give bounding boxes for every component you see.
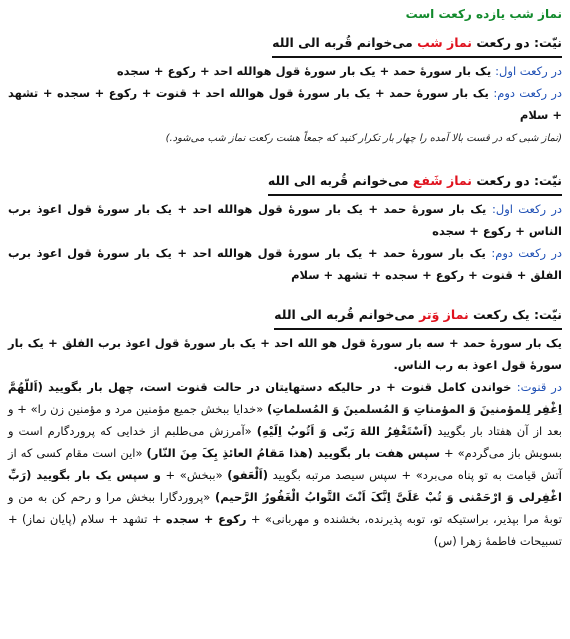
qunut-arabic: (اَسْتَغْفِرُ اللهَ رَبّی وَ اَتُوبُ اِلَیْهِ)	[256, 424, 433, 438]
rakat-label: در رکعت اول:	[491, 202, 562, 216]
qunut-label: در قنوت:	[516, 380, 562, 394]
rakat-text: یک بار سورهٔ حمد + یک بار سورهٔ قول هوالله احد + یک بار سورهٔ قول اعوذ برب الفلق + قنوت + رکوع + سجده + تشهد + سلام	[8, 246, 562, 282]
rakat-text: یک بار سورهٔ حمد + یک بار سورهٔ قول هوالله احد + قنوت + رکوع + سجده + تشهد + سلام	[8, 86, 562, 122]
rakat-label: در رکعت دوم:	[491, 246, 562, 260]
spacer	[8, 148, 562, 170]
qunut-text: «خدایا ببخش جمیع مؤمنین مرد و مؤمنین زن را» + و بعد از آن هفتاد بار بگویید	[8, 402, 562, 438]
rakat-label: در رکعت اول:	[495, 64, 562, 78]
rakat-row	[8, 60, 562, 82]
qunut-text: «آمرزش می‌طلبم از خدایی که پروردگارم است و بسویش باز می‌گردم» +	[8, 424, 562, 460]
niyyat-prefix: نیّت: یک رکعت	[468, 307, 562, 322]
qunut-bold: سپس هفت بار بگویید	[317, 446, 441, 460]
section-note: (نماز شبی که در قست بالا آمده را چهار بار تکرار کنید که جمعاً هشت رکعت نماز شب می‌شود.)	[165, 133, 562, 144]
niyyat-highlight: نماز شَفع	[412, 173, 472, 188]
vatr-intro: یک بار سورهٔ حمد + سه بار سورهٔ قول هو الله احد + یک بار سورهٔ قول اعوذ برب الفلق + یک بار سورهٔ قول اعوذ به رب الناس.	[8, 336, 562, 372]
rakat-row	[8, 242, 562, 286]
niyyat-suffix: می‌خوانم قُربه الی الله	[267, 173, 413, 188]
qunut-text: «پروردگارا ببخش مرا و رحم کن به من و توبهٔ مرا بپذیر، براستیکه تو، توبه پذیرنده، بخشنده و مهربانی» +	[8, 490, 562, 526]
qunut-text: «ببخش» +	[160, 468, 228, 482]
niyyat-heading	[272, 32, 562, 58]
qunut-bold: رکوع + سجده	[165, 512, 247, 526]
qunut-text: خواندن کامل قنوت + در حالیکه دستهایتان در حالت قنوت است، چهل بار بگویید	[42, 380, 517, 394]
qunut-text: + تشهد + سلام (پایان نماز) + تسبیحات فاطمهٔ زهرا (س)	[8, 512, 562, 548]
qunut-arabic: (اَلْعَفو)	[227, 468, 268, 482]
niyyat-suffix: می‌خوانم قُربه الی الله	[272, 35, 418, 50]
rakat-row	[8, 82, 562, 126]
qunut-arabic: (اَللّهُمَّ اِغْفِر لِلمؤمنينَ وَ المؤمناتِ وَ المُسلمينَ وَ المُسلماتِ)	[8, 380, 562, 416]
rakat-label: در رکعت دوم:	[493, 86, 562, 100]
spacer	[8, 286, 562, 304]
section-namaz-vatr	[8, 304, 562, 552]
niyyat-prefix: نیّت: دو رکعت	[471, 35, 562, 50]
niyyat-heading	[274, 304, 562, 330]
section-namaz-shab	[8, 32, 562, 148]
page-title: نماز شب یازده رکعت است	[405, 7, 562, 21]
qunut-bold: و سپس یک بار بگویید	[36, 468, 161, 482]
niyyat-highlight: نماز شب	[417, 35, 472, 50]
section-namaz-shaf	[8, 170, 562, 286]
qunut-text: «این است مقام کسی که از آتش قیامت به تو پناه می‌برد» + سپس سیصد مرتبه بگویید	[8, 446, 562, 482]
qunut-arabic: (هذا مَقامُ العائذِ بِکَ مِنَ النّار)	[146, 446, 318, 460]
qunut-arabic: (رَبِّ اغْفِرلی وَ ارْحَمْنی وَ تُبْ عَلَیَّ اِنَّکَ اَنْتَ التَّوابُ الْغَفُورُ الرَّحیم)	[8, 468, 562, 504]
niyyat-heading	[268, 170, 562, 196]
rakat-text: یک بار سورهٔ حمد + یک بار سورهٔ قول هوالله احد + رکوع + سجده	[116, 64, 496, 78]
rakat-text: یک بار سورهٔ حمد + یک بار سورهٔ قول هوالله احد + یک بار سورهٔ قول اعوذ برب الناس + رکوع + سجده	[8, 202, 562, 238]
niyyat-prefix: نیّت: دو رکعت	[471, 173, 562, 188]
rakat-row	[8, 198, 562, 242]
niyyat-wrap	[8, 170, 562, 198]
niyyat-wrap	[8, 32, 562, 60]
niyyat-wrap	[8, 304, 562, 332]
niyyat-highlight: نماز وَتر	[419, 307, 469, 322]
qunut-paragraph	[8, 376, 562, 552]
niyyat-suffix: می‌خوانم قُربه الی الله	[274, 307, 420, 322]
